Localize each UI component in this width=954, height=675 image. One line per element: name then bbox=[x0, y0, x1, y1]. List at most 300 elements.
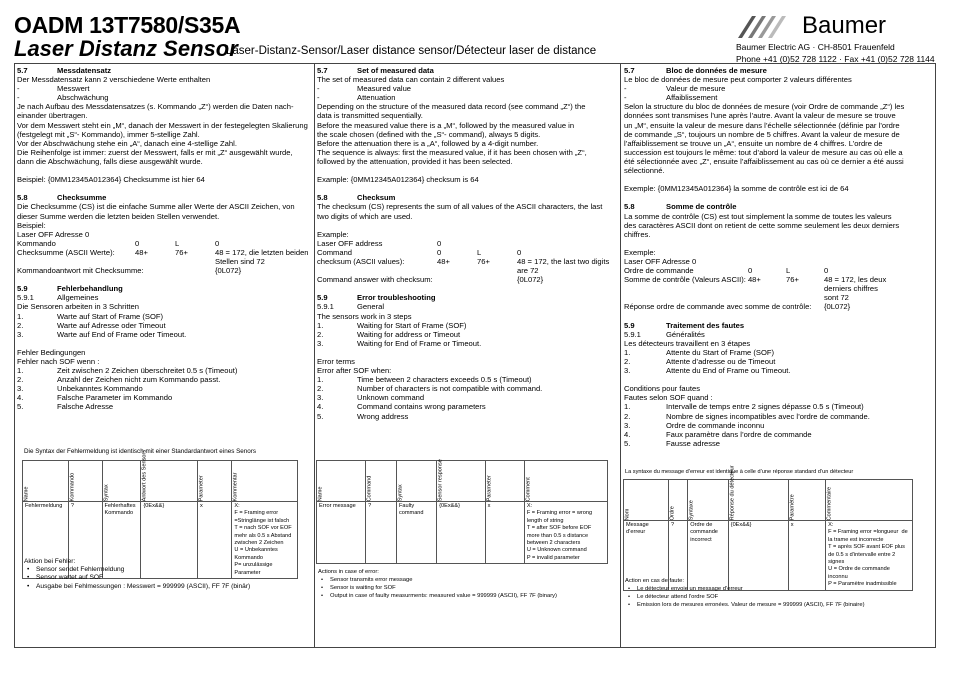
text-line bbox=[624, 121, 934, 130]
text-cell: the scale chosen (defined with the „S“- command), always 5 digits. bbox=[317, 129, 541, 139]
text-cell: La somme de contrôle (CS) est tout simplement la somme de toutes les valeurs bbox=[624, 211, 892, 221]
table-header-label: Kommentar bbox=[233, 472, 239, 501]
text-cell: {0L072} bbox=[517, 275, 544, 285]
text-cell: {0L072} bbox=[824, 302, 851, 312]
text-cell: Anzahl der Zeichen nicht zum Kommando passt. bbox=[57, 375, 221, 385]
text-line bbox=[17, 366, 311, 375]
text-cell: Les détecteurs travaillent en 3 étapes bbox=[624, 338, 751, 348]
text-cell: {0L072} bbox=[215, 266, 242, 276]
text-cell: 5.8 bbox=[317, 193, 328, 203]
text-cell: The set of measured data can contain 2 different values bbox=[317, 75, 505, 85]
text-cell: - bbox=[317, 93, 320, 103]
text-line bbox=[17, 230, 311, 239]
text-cell: 48 = 172, die letzten beiden bbox=[215, 247, 309, 257]
text-cell: 5.9 bbox=[317, 293, 328, 303]
table-header-label: Sensor response bbox=[437, 458, 444, 501]
text-cell: 0 bbox=[135, 238, 140, 248]
text-cell: Le bloc de données de mesure peut comporter 2 valeurs différentes bbox=[624, 75, 852, 85]
text-line bbox=[317, 375, 617, 384]
text-cell: Allgemeines bbox=[57, 293, 99, 303]
text-cell: Exemple: bbox=[624, 247, 656, 257]
text-line bbox=[317, 84, 617, 93]
text-cell: L bbox=[175, 238, 180, 248]
text-cell: Beispiel: {0MM12345A012364} Checksumme ist hier 64 bbox=[17, 175, 205, 185]
text-line bbox=[17, 312, 311, 321]
text-cell: 48 = 172, les deux bbox=[824, 275, 887, 285]
text-cell: 48+ bbox=[135, 247, 148, 257]
text-line bbox=[624, 257, 934, 266]
text-cell: Bloc de données de mesure bbox=[666, 66, 767, 75]
text-cell: 0 bbox=[824, 266, 829, 276]
english-column bbox=[317, 66, 617, 421]
table-cell: Faulty command bbox=[396, 502, 436, 564]
text-cell: - bbox=[624, 93, 627, 103]
text-line bbox=[317, 357, 617, 366]
text-cell: Vor der Abschwächung stehe ein „A“, danach eine 4-stellige Zahl. bbox=[17, 138, 237, 148]
table-row bbox=[317, 502, 608, 564]
text-cell: sélectionné. bbox=[624, 166, 665, 176]
table-cell: x bbox=[788, 521, 825, 591]
text-cell: Before the attenuation there is a „A“, followed by a 4-digit number. bbox=[317, 138, 539, 148]
text-line bbox=[17, 239, 311, 248]
text-line bbox=[624, 293, 934, 302]
text-line bbox=[624, 275, 934, 284]
text-cell: 3. bbox=[317, 393, 324, 403]
text-line bbox=[317, 402, 617, 411]
text-cell: Set of measured data bbox=[357, 66, 434, 75]
text-line bbox=[17, 221, 311, 230]
text-cell: Messdatensatz bbox=[57, 66, 112, 75]
text-line bbox=[17, 248, 311, 257]
table-header-cell bbox=[728, 464, 788, 521]
text-cell: 2. bbox=[17, 375, 24, 385]
text-line bbox=[624, 93, 934, 102]
text-line bbox=[317, 393, 617, 402]
text-line bbox=[317, 412, 617, 421]
text-line bbox=[317, 239, 617, 248]
text-line bbox=[317, 111, 617, 120]
text-cell: un „M“, ensuite la valeur de mesure dans l’échelle sélectionnée (définie par l’ordre bbox=[624, 120, 900, 130]
table-header-cell bbox=[102, 461, 141, 502]
table-cell: X: F = Framing error =Stringlänge ist falsch T = nach SOF vor EOF mehr als 0.5 s Abstand zwischen 2 Zeichen U = Unbekanntes Kommando P= unzulässige Parameter bbox=[232, 502, 298, 579]
text-cell: 0 bbox=[748, 266, 753, 276]
text-line bbox=[317, 330, 617, 339]
table-header-label: Command bbox=[366, 475, 373, 501]
text-cell: Généralités bbox=[666, 329, 705, 339]
text-cell: Exemple: {0MM12345A012364} la somme de contrôle est ici de 64 bbox=[624, 184, 849, 194]
text-line bbox=[317, 221, 617, 230]
text-line bbox=[624, 75, 934, 84]
text-cell: Réponse ordre de commande avec somme de contrôle: bbox=[624, 302, 812, 312]
text-cell: 5.8 bbox=[624, 202, 635, 212]
baumer-logo bbox=[736, 14, 936, 42]
text-line bbox=[317, 102, 617, 111]
text-cell: Kommando bbox=[17, 238, 56, 248]
text-cell: Falsche Parameter im Kommando bbox=[57, 393, 173, 403]
table-cell: ? bbox=[668, 521, 687, 591]
table-header-label: Name bbox=[317, 486, 324, 501]
list-item: • Le détecteur attend l’ordre SOF bbox=[625, 593, 865, 601]
text-cell: Je nach Aufbau des Messdatensatzes (s. Kommando „Z“) werden die Daten nach- bbox=[17, 102, 294, 112]
text-cell: 5. bbox=[317, 411, 324, 421]
text-cell: Nombre de signes incompatibles avec l’ordre de commande. bbox=[666, 411, 870, 421]
table-header-label: Commentaire bbox=[826, 486, 833, 520]
text-cell: 1. bbox=[317, 375, 324, 385]
text-cell: Error troubleshooting bbox=[357, 293, 436, 303]
text-line bbox=[624, 166, 934, 175]
text-line bbox=[17, 157, 311, 166]
table-header-label: Syntax bbox=[397, 483, 404, 501]
text-line bbox=[624, 66, 934, 75]
text-cell: 1. bbox=[624, 347, 631, 357]
text-cell: 4. bbox=[317, 402, 324, 412]
text-line bbox=[17, 202, 311, 211]
text-line bbox=[17, 375, 311, 384]
text-cell: 5.9 bbox=[624, 320, 635, 330]
text-cell: einander übertragen. bbox=[17, 111, 88, 121]
text-cell: Error after SOF when: bbox=[317, 366, 392, 376]
text-line bbox=[317, 275, 617, 284]
text-cell: 0 bbox=[215, 238, 220, 248]
text-cell: 0 bbox=[517, 247, 522, 257]
text-cell: 3. bbox=[624, 366, 631, 376]
text-cell: Waiting for Start of Frame (SOF) bbox=[357, 320, 467, 330]
text-cell: (festgelegt mit „S“- Kommando), immer 5-stellige Zahl. bbox=[17, 129, 200, 139]
table-header-label: Antwort des Sensors bbox=[142, 449, 149, 501]
actions-title: Aktion bei Fehler: bbox=[24, 558, 76, 565]
text-cell: Laser OFF address bbox=[317, 238, 383, 248]
text-cell: - bbox=[317, 84, 320, 94]
text-cell: - bbox=[17, 84, 20, 94]
text-cell: Warte auf Start of Frame (SOF) bbox=[57, 311, 164, 321]
text-line bbox=[624, 202, 934, 211]
table-header-cell bbox=[68, 461, 102, 502]
text-cell: 5.7 bbox=[624, 66, 635, 75]
text-cell: 3. bbox=[17, 329, 24, 339]
text-cell: Selon la structure du bloc de données de mesure (voir Ordre de commande „Z“) les bbox=[624, 102, 905, 112]
text-cell: Unbekanntes Kommando bbox=[57, 384, 143, 394]
text-cell: Unknown command bbox=[357, 393, 425, 403]
text-line bbox=[317, 348, 617, 357]
table-cell: x bbox=[198, 502, 232, 579]
text-cell: The sequence is always: first the measured value, if it has been chosen with „Z“, bbox=[317, 147, 587, 157]
text-cell: Somme de contrôle bbox=[666, 202, 737, 212]
text-line bbox=[624, 212, 934, 221]
text-line bbox=[17, 184, 311, 193]
english-error-syntax-table bbox=[316, 460, 608, 564]
text-cell: Falsche Adresse bbox=[57, 402, 114, 412]
text-line bbox=[317, 248, 617, 257]
text-cell: 5.7 bbox=[317, 66, 328, 75]
text-cell: 0 bbox=[437, 238, 442, 248]
text-cell: Messwert bbox=[57, 84, 90, 94]
list-item: • Output in case of faulty measurments: measured value = 999999 (ASCII), FF 7F (binary) bbox=[318, 592, 557, 600]
text-cell: Number of characters is not compatible with command. bbox=[357, 384, 543, 394]
text-cell: sont 72 bbox=[824, 293, 849, 303]
text-cell: Wrong address bbox=[357, 411, 409, 421]
text-line bbox=[17, 357, 311, 366]
text-cell: Fautes selon SOF quand : bbox=[624, 393, 713, 403]
text-cell: Fausse adresse bbox=[666, 438, 721, 448]
actions-title: Actions in case of error: bbox=[318, 569, 379, 575]
text-cell: 5.9.1 bbox=[317, 302, 334, 312]
text-line bbox=[624, 230, 934, 239]
table-header-cell bbox=[198, 461, 232, 502]
text-cell: Vor dem Messwert steht ein „M“, danach der Messwert in der festegelegten Skalierung bbox=[17, 120, 308, 130]
list-item: • Le détecteur envoie un message d’erreur bbox=[625, 585, 865, 593]
text-cell: 1. bbox=[624, 402, 631, 412]
text-cell: Warte auf Adresse oder Timeout bbox=[57, 320, 166, 330]
document-subtitle-multilingual: Laser-Distanz-Sensor/Laser distance sensor/Détecteur laser de distance bbox=[226, 45, 597, 57]
text-line bbox=[624, 139, 934, 148]
text-cell: followed by the attenuation, provided it has been selected. bbox=[317, 156, 513, 166]
table-header-cell bbox=[437, 458, 485, 502]
text-cell: 1. bbox=[317, 320, 324, 330]
german-column bbox=[17, 66, 311, 412]
text-cell: are 72 bbox=[517, 266, 539, 276]
text-line bbox=[624, 266, 934, 275]
text-cell: Command contains wrong parameters bbox=[357, 402, 486, 412]
text-line bbox=[317, 75, 617, 84]
text-line bbox=[624, 330, 934, 339]
text-cell: 5.8 bbox=[17, 193, 28, 203]
text-line bbox=[624, 384, 934, 393]
text-cell: - bbox=[17, 93, 20, 103]
table-header-cell bbox=[688, 480, 728, 521]
text-cell: 0 bbox=[437, 247, 442, 257]
text-line bbox=[317, 302, 617, 311]
text-cell: - bbox=[624, 84, 627, 94]
text-line bbox=[317, 93, 617, 102]
text-line bbox=[624, 402, 934, 411]
text-cell: 5.9.1 bbox=[624, 329, 641, 339]
text-line bbox=[624, 430, 934, 439]
text-cell: Command bbox=[317, 247, 353, 257]
text-cell: Somme de contrôle (Valeurs ASCII): 48+ bbox=[624, 275, 761, 285]
text-line bbox=[17, 393, 311, 402]
text-cell: Error terms bbox=[317, 357, 355, 366]
text-line bbox=[624, 321, 934, 330]
table-header-cell bbox=[668, 480, 687, 521]
table-cell: ? bbox=[68, 502, 102, 579]
text-cell: 4. bbox=[624, 429, 631, 439]
table-cell: {0Ex&&} bbox=[728, 521, 788, 591]
text-line bbox=[624, 130, 934, 139]
table-header-cell bbox=[232, 461, 298, 502]
text-line bbox=[317, 148, 617, 157]
text-cell: 5.7 bbox=[17, 66, 28, 75]
text-cell: checksum (ASCII values): bbox=[317, 256, 405, 266]
text-cell: 5.9 bbox=[17, 284, 28, 294]
text-line bbox=[317, 230, 617, 239]
text-cell: Intervalle de temps entre 2 signes dépasse 0.5 s (Timeout) bbox=[666, 402, 864, 412]
text-line bbox=[17, 93, 311, 102]
table-header-label: Kommando bbox=[69, 472, 76, 501]
list-item: • Sensor sendet Fehlermeldung bbox=[24, 566, 250, 574]
table-header-cell bbox=[396, 461, 436, 502]
table-header-label: Réponse du détecteur bbox=[729, 464, 736, 520]
text-line bbox=[17, 330, 311, 339]
text-cell: 76+ bbox=[786, 275, 799, 285]
text-line bbox=[317, 266, 617, 275]
text-line bbox=[317, 157, 617, 166]
text-cell: data is transmitted sequentially. bbox=[317, 111, 423, 121]
french-error-actions bbox=[625, 577, 865, 609]
text-line bbox=[17, 166, 311, 175]
text-line bbox=[624, 421, 934, 430]
table-cell: Error message bbox=[317, 502, 366, 564]
actions-title: Action en cas de faute: bbox=[625, 578, 684, 584]
table-header-label: Name bbox=[23, 486, 30, 501]
text-cell: Beispiel: bbox=[17, 220, 46, 230]
text-line bbox=[317, 130, 617, 139]
table-header-label: Parameter bbox=[486, 474, 493, 501]
text-line bbox=[17, 321, 311, 330]
text-cell: 1. bbox=[17, 366, 24, 376]
text-cell: Waiting for address or Timeout bbox=[357, 329, 461, 339]
text-cell: 2. bbox=[17, 320, 24, 330]
text-cell: L bbox=[477, 247, 482, 257]
text-line bbox=[624, 248, 934, 257]
text-cell: Example: bbox=[317, 229, 349, 239]
text-line bbox=[317, 321, 617, 330]
text-line bbox=[624, 366, 934, 375]
text-line bbox=[17, 193, 311, 202]
table-cell: x bbox=[485, 502, 524, 564]
text-cell: Die Checksumme (CS) ist die einfache Summe aller Werte der ASCII Zeichen, von bbox=[17, 202, 295, 212]
text-line bbox=[624, 412, 934, 421]
text-line bbox=[317, 384, 617, 393]
text-line bbox=[317, 166, 617, 175]
table-header-cell bbox=[23, 461, 69, 502]
text-line bbox=[624, 221, 934, 230]
text-cell: 4. bbox=[17, 393, 24, 403]
text-cell: Waiting for End of Frame or Timeout. bbox=[357, 338, 482, 348]
table-header-label: Ordre bbox=[669, 505, 676, 520]
text-cell: Attente d’adresse ou de Timeout bbox=[666, 357, 776, 366]
text-line bbox=[317, 184, 617, 193]
table-cell: Fehlerhaftes Kommando bbox=[102, 502, 141, 579]
table-header-cell bbox=[485, 461, 524, 502]
text-line bbox=[624, 393, 934, 402]
german-table-caption: Die Syntax der Fehlermeldung ist identisch mit einer Standardantwort eines Senors bbox=[24, 448, 257, 455]
text-line bbox=[624, 184, 934, 193]
text-cell: Measured value bbox=[357, 84, 412, 94]
text-cell: Example: {0MM12345A012364} checksum is 64 bbox=[317, 175, 479, 185]
text-line bbox=[624, 148, 934, 157]
text-cell: données sont transmises l’une après l’autre. Avant la valeur de mesure se trouve bbox=[624, 111, 896, 121]
text-line bbox=[624, 157, 934, 166]
text-cell: 5. bbox=[624, 438, 631, 448]
table-header-cell bbox=[624, 480, 669, 521]
text-cell: Attenuation bbox=[357, 93, 396, 103]
table-header-cell bbox=[826, 480, 913, 521]
logo-wordmark: Baumer bbox=[802, 12, 887, 39]
table-header-label: Comment bbox=[525, 476, 532, 501]
text-cell: Die Reihenfolge ist immer: zuerst der Messwert, falls er mit „Z“ ausgewählt wurde, bbox=[17, 147, 293, 157]
text-line bbox=[17, 102, 311, 111]
text-line bbox=[17, 284, 311, 293]
text-line bbox=[317, 293, 617, 302]
text-cell: succession est toujours le même: tout d’abord la valeur de mesure au cas où elle a bbox=[624, 147, 903, 157]
text-cell: Depending on the structure of the measured data record (see command „Z“) the bbox=[317, 102, 586, 112]
text-line bbox=[17, 130, 311, 139]
french-column bbox=[624, 66, 934, 448]
table-header-label: Nom bbox=[624, 508, 631, 520]
table-header-cell bbox=[317, 461, 366, 502]
text-cell: 76+ bbox=[175, 247, 188, 257]
text-line bbox=[317, 139, 617, 148]
list-item: • Sensor is waiting for SOF bbox=[318, 584, 557, 592]
table-header-label: Parameter bbox=[198, 474, 205, 501]
baumer-logo-mark-icon bbox=[736, 14, 796, 40]
text-cell: 1. bbox=[17, 311, 24, 321]
text-cell: Faux paramètre dans l’ordre de commande bbox=[666, 429, 812, 439]
text-line bbox=[624, 339, 934, 348]
text-cell: Zeit zwischen 2 Zeichen überschreitet 0.5 s (Timeout) bbox=[57, 366, 238, 376]
text-cell: Die Sensoren arbeiten in 3 Schritten bbox=[17, 302, 139, 312]
text-line bbox=[317, 66, 617, 75]
table-header-label: Paramètre bbox=[789, 493, 796, 520]
text-line bbox=[17, 348, 311, 357]
text-cell: Ordre de commande inconnu bbox=[666, 420, 765, 430]
table-header-label: Syntaxe bbox=[688, 499, 695, 520]
text-line bbox=[624, 302, 934, 311]
text-cell: Checksumme bbox=[57, 193, 107, 203]
text-line bbox=[624, 375, 934, 384]
text-line bbox=[17, 66, 311, 75]
text-line bbox=[317, 366, 617, 375]
list-item: • Sensor wartet auf SOF bbox=[24, 574, 250, 582]
table-cell: {0Ex&&} bbox=[437, 502, 485, 564]
text-cell: Checksum bbox=[357, 193, 396, 203]
text-cell: 5. bbox=[17, 402, 24, 412]
table-header-label: Syntax bbox=[103, 483, 110, 501]
text-cell: The checksum (CS) represents the sum of all values of the ASCII characters, the last bbox=[317, 202, 603, 212]
text-line bbox=[17, 148, 311, 157]
german-error-actions bbox=[24, 558, 250, 591]
text-line bbox=[624, 84, 934, 93]
text-cell: Kommandoantwort mit Checksumme: bbox=[17, 266, 144, 276]
text-line bbox=[624, 312, 934, 321]
text-line bbox=[17, 75, 311, 84]
text-line bbox=[17, 302, 311, 311]
text-cell: Conditions pour fautes bbox=[624, 384, 700, 394]
text-cell: 3. bbox=[317, 338, 324, 348]
text-cell: Affaiblissement bbox=[666, 93, 718, 103]
text-line bbox=[17, 175, 311, 184]
text-line bbox=[624, 102, 934, 111]
text-line bbox=[624, 284, 934, 293]
table-header-cell bbox=[524, 461, 607, 502]
text-line bbox=[317, 312, 617, 321]
text-line bbox=[317, 202, 617, 211]
text-line bbox=[17, 339, 311, 348]
text-line bbox=[317, 175, 617, 184]
address-line: Baumer Electric AG · CH-8501 Frauenfeld bbox=[736, 42, 895, 52]
english-error-actions bbox=[318, 568, 557, 600]
text-cell: de commande „S“, toujours un nombre de 5 chiffres. Avant la valeur de mesure de bbox=[624, 129, 900, 139]
company-address bbox=[736, 41, 935, 65]
text-cell: 2. bbox=[317, 329, 324, 339]
list-item: • Emission lors de mesures erronées. Valeur de mesure = 999999 (ASCII), FF 7F (binaire) bbox=[625, 601, 865, 609]
text-cell: two digits of which are used. bbox=[317, 211, 413, 221]
list-item: • Sensor transmits error message bbox=[318, 576, 557, 584]
text-cell: Attente du Start of Frame (SOF) bbox=[666, 347, 775, 357]
document-subtitle-german: Laser Distanz Sensor bbox=[14, 36, 238, 61]
table-cell: {0Ex&&} bbox=[141, 502, 198, 579]
text-cell: été sélectionnée avec „Z“, ensuite l’affaiblissement au cas où ce dernier a été aussi bbox=[624, 156, 904, 166]
